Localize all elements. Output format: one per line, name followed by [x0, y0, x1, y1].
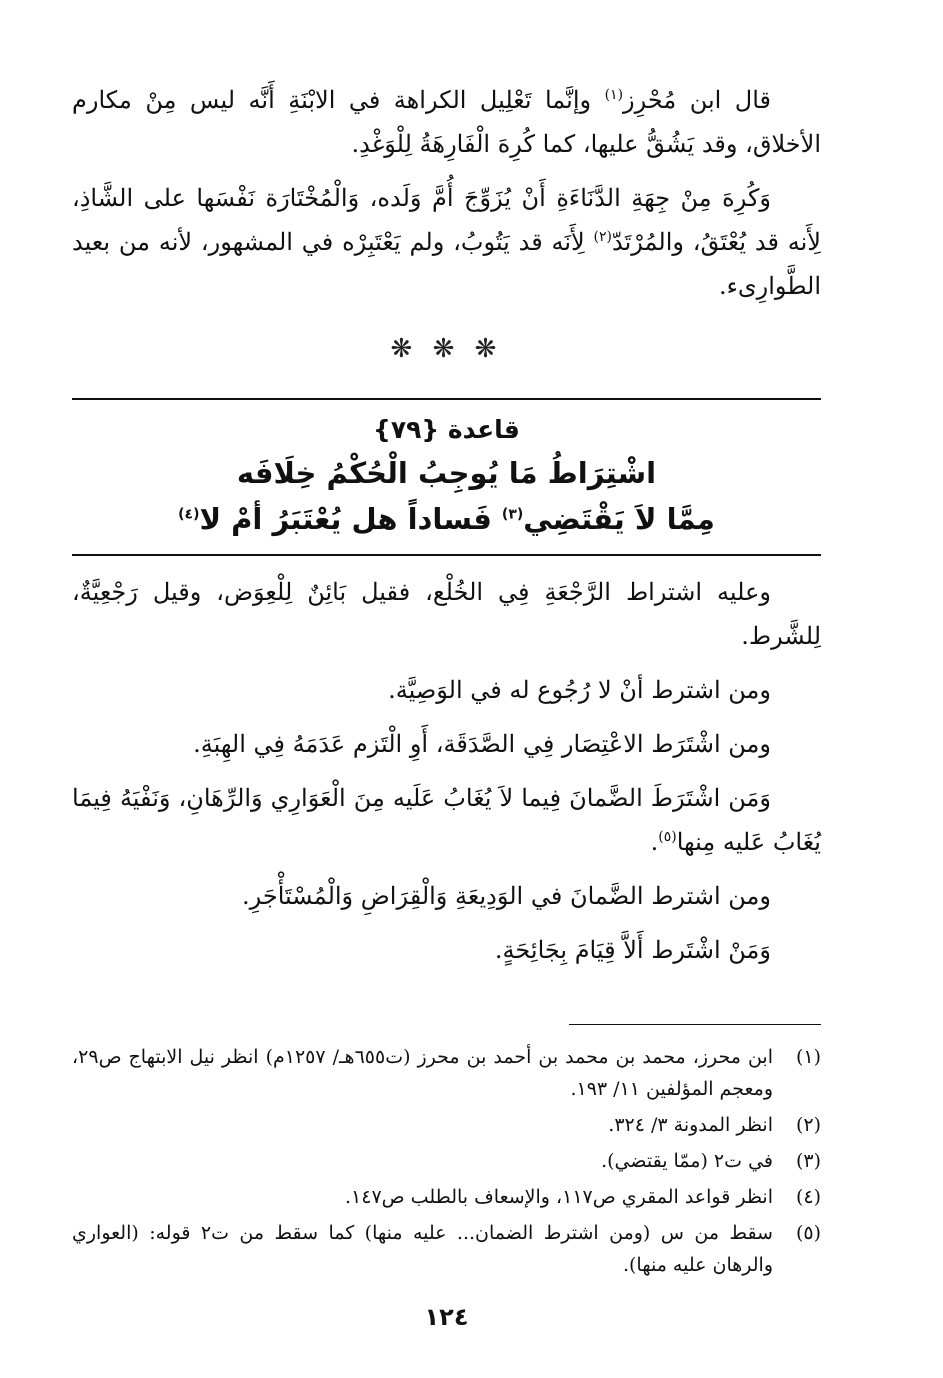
footnote-ref-2[interactable]: (٢) — [593, 229, 613, 245]
footnote-3: (٣) في ت٢ (ممّا يقتضي). — [601, 1150, 821, 1172]
footnote-ref-1[interactable]: (١) — [604, 87, 624, 103]
rule-number: قاعدة {٧٩} — [373, 415, 520, 444]
rule-title-line-1: اشْتِرَاطُ مَا يُوجِبُ الْحُكْمُ خِلَافَه — [236, 456, 657, 490]
paragraph-khul: وعليه اشتراط الرَّجْعَةِ فِي الخُلْع، فقيل بَائِنٌ لِلْعِوَض، وقيل رَجْعِيَّةٌ، لِلشَّرط. — [72, 578, 821, 650]
rule-heading — [72, 400, 821, 554]
page-number: ١٢٤ — [424, 1303, 469, 1331]
paragraph-wasiyya: ومن اشترط أنْ لا رُجُوع له في الوَصِيَّة. — [388, 676, 771, 704]
footnote-ref-4[interactable]: (٤) — [178, 506, 200, 523]
footnote-ref-3[interactable]: (٣) — [501, 506, 524, 523]
paragraph-danaa: وَكُرِهَ مِنْ جِهَةِ الدَّنَاءَةِ أَنْ يُزَوِّجَ أُمَّ وَلَده، وَالْمُخْتَارَة نَفْسَها على الشَّاذِ، لِأَنه قد يُعْتَقُ، والمُرْتَدّ$^{(٢)}$ لِأَنَه قد يَتُوبُ، ولم يَعْتَبِرْه في المشهور، لأنه من بعيد الطَّوارِىء. — [72, 184, 821, 300]
paragraph-ibn-muhriz: قال ابن مُحْرِز$^{(١)}$ وإنَّما تَعْلِيل الكراهة في الابْنَةِ أَنَّه ليس مِنْ مكارم الأخلاق، وقد يَشُقُّ عليها، كما كُرِهَ الْفَارِهَةُ لِلْوَغْدِ. — [72, 86, 821, 158]
rule-title-line-2: مِمَّا لاَ يَقْتَضِي$^{(٣)}$ فَساداً هل يُعْتَبَرُ أمْ لا$^{(٤)}$ — [178, 502, 715, 536]
footnote-ref-5[interactable]: (٥) — [658, 829, 677, 845]
paragraph-daman: وَمَن اشْتَرَطَ الضَّمانَ فِيما لاَ يُغَابُ عَلَيه مِنَ الْعَوَارِي وَالرِّهَانِ، وَنَفْيَهُ فِيمَا يُغَابُ عَليه مِنها$^{(٥)}$. — [72, 784, 821, 856]
rule-body — [72, 570, 821, 972]
footnote-1: (١) ابن محرز، محمد بن محمد بن أحمد بن محرز (ت٦٥٥هـ/ ١٢٥٧م) انظر نيل الابتهاج ص٢٩، ومعجم المؤلفين ١١/ ١٩٣. — [72, 1046, 821, 1100]
footnote-2: (٢) انظر المدونة ٣/ ٣٢٤. — [608, 1114, 821, 1136]
paragraph-itisar: ومن اشْتَرَط الاعْتِصَار فِي الصَّدَقَة، أَوِ الْتَزم عَدَمَهُ فِي الهِبَةِ. — [193, 730, 771, 758]
footnote-separator — [569, 1024, 821, 1025]
footnotes — [72, 1041, 821, 1281]
heading-bottom-rule — [72, 554, 821, 556]
section-separator: ❋ ❋ ❋ — [390, 334, 503, 364]
footnote-5: (٥) سقط من س (ومن اشترط الضمان... عليه منها) كما سقط من ت٢ قوله: (العواري والرهان عليه منها). — [72, 1222, 821, 1276]
footnote-4: (٤) انظر قواعد المقري ص١١٧، والإسعاف بالطلب ص١٤٧. — [344, 1186, 821, 1208]
paragraph-wadia: ومن اشترط الضَّمانَ في الوَدِيعَةِ وَالْقِرَاضِ وَالْمُسْتَأْجَرِ. — [242, 882, 771, 910]
paragraph-jaiha: وَمَنْ اشْتَرط أَلاَّ قِيَامَ بِجَائِحَةٍ. — [494, 936, 771, 964]
